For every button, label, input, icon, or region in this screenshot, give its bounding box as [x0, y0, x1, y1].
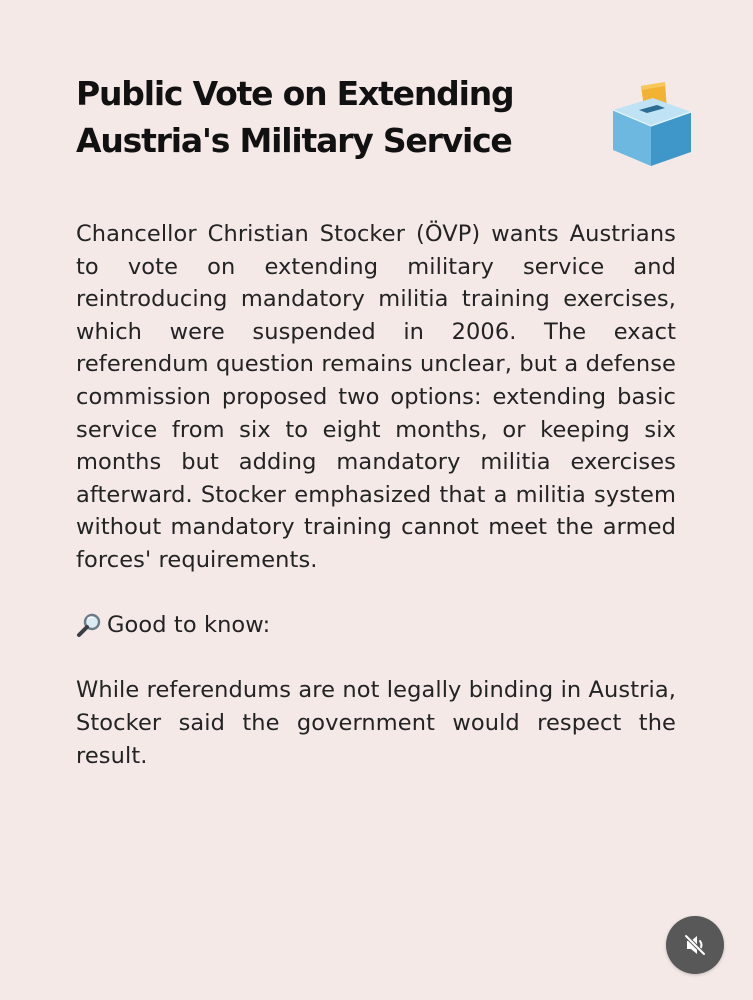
magnifying-glass-icon	[76, 612, 102, 638]
post-body	[76, 218, 676, 772]
paragraph-spacer	[76, 642, 676, 675]
mute-toggle-button[interactable]	[666, 916, 724, 974]
post-header	[76, 70, 676, 170]
good-to-know-label: Good to know:	[107, 612, 271, 639]
body-paragraph-note: While referendums are not legally binding in Austria, Stocker said the government would respect the result.	[76, 677, 676, 769]
good-to-know-line	[76, 609, 676, 642]
speaker-muted-icon	[681, 931, 709, 959]
ballot-box-icon	[609, 80, 693, 170]
paragraph-spacer	[76, 577, 676, 610]
body-paragraph-main: Chancellor Christian Stocker (ÖVP) wants Austrians to vote on extending military service and reintroducing mandatory militia training exercises, which were suspended in 2006. The exact referendum question remains unclear, but a defense commission proposed two options: extending basic service from six to eight months, or keeping six months but adding mandatory militia exercises afterward. Stocker emphasized that a militia system without mandatory training cannot meet the armed forces' requirements.	[76, 221, 676, 573]
post-title: Public Vote on Extending Austria's Military Service	[76, 74, 514, 160]
